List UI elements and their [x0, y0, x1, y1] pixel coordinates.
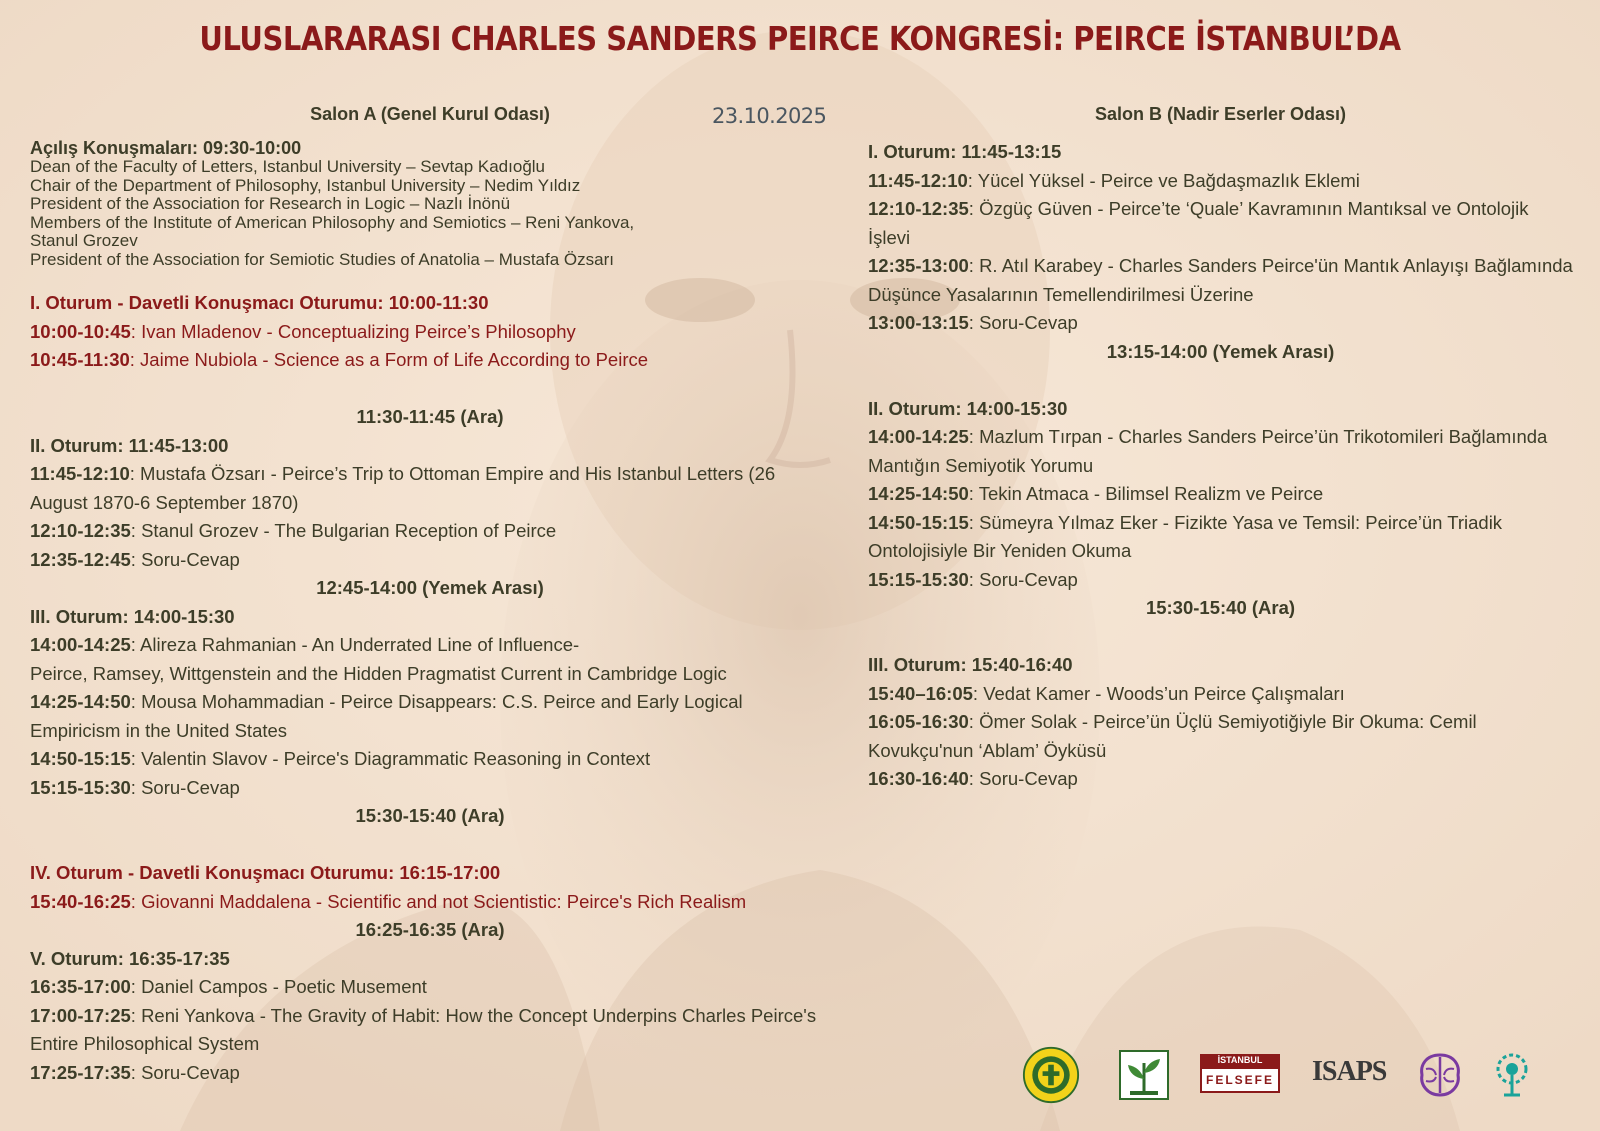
session-item: [868, 566, 1573, 595]
session-item: [30, 888, 830, 917]
session-talk: : Tekin Atmaca - Bilimsel Realizm ve Peirce: [968, 483, 1324, 504]
session-talk: : Daniel Campos - Poetic Musement: [130, 976, 427, 997]
session-item: [30, 546, 830, 575]
session-time: 14:25-14:50: [868, 483, 969, 504]
session-talk: : Stanul Grozev - The Bulgarian Reception of Peirce: [130, 520, 557, 541]
session-time: 10:45-11:30: [30, 349, 130, 370]
opening-line: Dean of the Faculty of Letters, Istanbul University – Sevtap Kadıoğlu: [30, 157, 546, 176]
session-time: 12:35-13:00: [868, 255, 969, 276]
session-heading: I. Oturum: 11:45-13:15: [868, 141, 1062, 162]
session-time: 15:15-15:30: [30, 776, 131, 798]
session-heading: I. Oturum - Davetli Konuşmacı Oturumu: 10:00-11:30: [30, 292, 489, 313]
session-time: 11:45-12:10: [868, 169, 968, 191]
session-item: [868, 680, 1573, 709]
salon-b-heading: Salon B (Nadir Eserler Odası): [1094, 104, 1347, 124]
salon-a-heading: Salon A (Genel Kurul Odası): [310, 104, 550, 124]
session-talk: : Mousa Mohammadian - Peirce Disappears: C.S. Peirce and Early Logical Empiricism in the United States: [30, 691, 743, 741]
istanbul-felsefe-logo-icon: [1200, 1054, 1280, 1098]
session-talk: : Jaime Nubiola - Science as a Form of Life According to Peirce: [129, 349, 649, 370]
opening-line: President of the Association for Semiotic Studies of Anatolia – Mustafa Özsarı: [30, 249, 614, 269]
break-label: 15:30-15:40 (Ara): [1145, 597, 1296, 618]
session-time: 13:00-13:15: [868, 312, 969, 333]
session-time: 16:35-17:00: [30, 976, 131, 997]
session-item: [868, 765, 1573, 794]
opening-line: President of the Association for Research in Logic – Nazlı İnönü: [30, 194, 511, 213]
session-time: 15:15-15:30: [868, 568, 969, 590]
session-item: [30, 973, 830, 1002]
session-talk: : Ömer Solak - Peirce’ün Üçlü Semiyotiğiyle Bir Okuma: Cemil Kovukçu'nun ‘Ablam’ Öyküsü: [868, 711, 1477, 761]
session-heading: II. Oturum: 14:00-15:30: [868, 397, 1068, 419]
salon-b-column: [868, 100, 1573, 794]
session-time: 16:30-16:40: [868, 768, 969, 789]
session-talk: : Reni Yankova - The Gravity of Habit: How the Concept Underpins Charles Peirce's Entire Philosophical System: [30, 1004, 817, 1054]
session-talk: : Mustafa Özsarı - Peirce’s Trip to Ottoman Empire and His Istanbul Letters (26 August 1870-6 September 1870): [30, 463, 776, 513]
opening-line: Stanul Grozev: [30, 231, 138, 250]
session-item: [868, 167, 1573, 196]
lunch-break-label: 13:15-14:00 (Yemek Arası): [1106, 340, 1335, 362]
session-talk: : Ivan Mladenov - Conceptualizing Peirce’s Philosophy: [130, 320, 576, 342]
session-talk: : Soru-Cevap: [130, 548, 240, 570]
session-talk: : Valentin Slavov - Peirce's Diagrammatic Reasoning in Context: [130, 748, 651, 769]
session-time: 11:45-12:10: [30, 463, 130, 484]
session-item: [30, 1002, 830, 1059]
session-talk: : Soru-Cevap: [968, 312, 1078, 333]
session-talk: : Alireza Rahmanian - An Underrated Line of Influence-: [130, 634, 580, 655]
session-talk: : Mazlum Tırpan - Charles Sanders Peirce’ün Trikotomileri Bağlamında Mantığın Semiyotik Yorumu: [868, 426, 1548, 476]
session-time: 14:25-14:50: [30, 691, 131, 712]
session-time: 12:10-12:35: [868, 198, 969, 219]
session-time: 14:00-14:25: [868, 426, 969, 447]
tree-logo-icon: [1486, 1046, 1538, 1104]
session-item: [30, 318, 830, 347]
session-time: 15:40-16:25: [30, 890, 131, 912]
session-item: [30, 688, 830, 745]
break-label: 16:25-16:35 (Ara): [355, 919, 505, 940]
session-heading: V. Oturum: 16:35-17:35: [30, 947, 230, 969]
plant-logo-icon: [1118, 1046, 1170, 1104]
session-item: [30, 460, 830, 517]
session-talk: : Soru-Cevap: [968, 768, 1078, 789]
lunch-break-label: 12:45-14:00 (Yemek Arası): [316, 577, 544, 598]
session-talk: : Yücel Yüksel - Peirce ve Bağdaşmazlık Eklemi: [967, 169, 1360, 191]
session-heading: III. Oturum: 14:00-15:30: [30, 605, 235, 627]
istanbul-university-logo-icon: [1020, 1046, 1082, 1104]
session-item: [868, 195, 1573, 252]
opening-heading: Açılış Konuşmaları: 09:30-10:00: [30, 138, 302, 158]
session-item: [30, 774, 830, 803]
session-time: 15:40–16:05: [868, 682, 973, 704]
session-item: [30, 631, 830, 660]
session-talk: : Sümeyra Yılmaz Eker - Fizikte Yasa ve Temsil: Peirce’ün Triadik Ontolojisiyle Bir Yeniden Okuma: [868, 511, 1503, 561]
session-talk: : Soru-Cevap: [968, 568, 1078, 590]
opening-line: Chair of the Department of Philosophy, Istanbul University – Nedim Yıldız: [30, 175, 581, 195]
session-time: 14:50-15:15: [868, 511, 969, 533]
session-item: [30, 517, 830, 546]
session-heading: II. Oturum: 11:45-13:00: [30, 434, 229, 456]
session-talk: : Soru-Cevap: [130, 1061, 240, 1083]
session-talk: : Özgüç Güven - Peirce’te ‘Quale’ Kavramının Mantıksal ve Ontolojik İşlevi: [868, 198, 1529, 248]
isaps-logo: ISAPS: [1312, 1056, 1387, 1087]
brain-logo-icon: [1412, 1046, 1468, 1104]
session-time: 16:05-16:30: [868, 711, 969, 732]
session-time: 17:00-17:25: [30, 1004, 131, 1026]
session-item: [30, 745, 830, 774]
break-label: 11:30-11:45 (Ara): [356, 406, 504, 427]
session-item: [868, 252, 1573, 309]
session-item: [868, 509, 1573, 566]
session-item: [868, 480, 1573, 509]
session-heading: IV. Oturum - Davetli Konuşmacı Oturumu: 16:15-17:00: [30, 862, 501, 883]
sponsor-logos: [1020, 1046, 1580, 1108]
session-time: 17:25-17:35: [30, 1061, 131, 1083]
opening-line: Members of the Institute of American Philosophy and Semiotics – Reni Yankova,: [30, 212, 635, 232]
break-label: 15:30-15:40 (Ara): [355, 805, 505, 826]
felsefe-logo-bottom: FELSEFE: [1200, 1067, 1280, 1093]
session-time: 14:00-14:25: [30, 634, 131, 655]
session-time: 12:35-12:45: [30, 548, 131, 570]
session-item-continued: Peirce, Ramsey, Wittgenstein and the Hidden Pragmatist Current in Cambridge Logic: [30, 662, 727, 684]
session-time: 14:50-15:15: [30, 748, 131, 769]
felsefe-logo-top: İSTANBUL: [1200, 1054, 1280, 1067]
session-item: [868, 708, 1573, 765]
session-time: 12:10-12:35: [30, 520, 131, 541]
event-date: 23.10.2025: [712, 104, 827, 128]
session-item: [30, 1059, 830, 1088]
salon-a-column: [30, 100, 830, 1087]
session-heading: III. Oturum: 15:40-16:40: [868, 654, 1073, 675]
session-time: 10:00-10:45: [30, 320, 131, 342]
session-item: [868, 309, 1573, 338]
session-item: [868, 423, 1573, 480]
page-title: ULUSLARARASI CHARLES SANDERS PEIRCE KONGRESİ: PEIRCE İSTANBUL’DA: [199, 19, 1401, 59]
session-item: [30, 346, 830, 375]
session-talk: : Soru-Cevap: [130, 776, 240, 798]
session-talk: : Giovanni Maddalena - Scientific and not Scientistic: Peirce's Rich Realism: [130, 890, 747, 912]
session-talk: : Vedat Kamer - Woods’un Peirce Çalışmaları: [972, 682, 1345, 704]
session-talk: : R. Atıl Karabey - Charles Sanders Peirce'ün Mantık Anlayışı Bağlamında Düşünce Yasalarının Temellendirilmesi Üzerine: [868, 255, 1573, 305]
